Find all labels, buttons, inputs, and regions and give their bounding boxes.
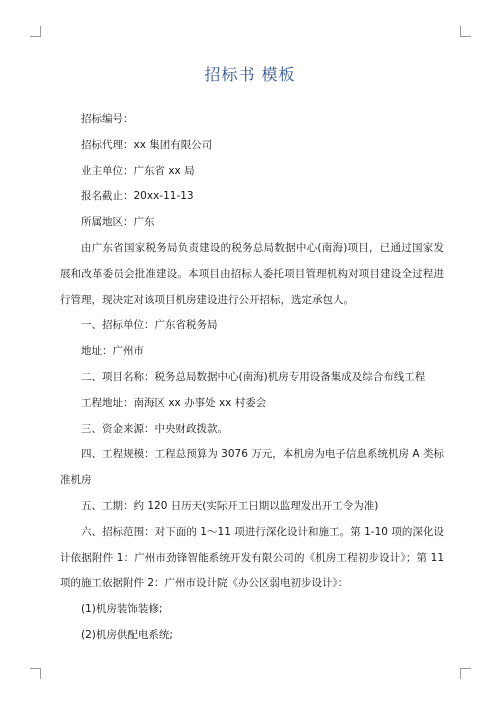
crop-mark-top-right xyxy=(460,26,471,37)
tender-agent: 招标代理：xx 集团有限公司 xyxy=(81,138,213,151)
section-6-tender-scope: 六、招标范围：对下面的 1～11 项进行深化设计和施工。第 1-10 项的深化设计依据附件 1：广州市劲锋智能系统开发有限公司的《机房工程初步设计》；第 11 项的施工依据附件 2：广州市设计院《办公区弱电初步设计》： xyxy=(60,525,444,590)
tender-number: 招标编号： xyxy=(81,113,134,125)
region: 所属地区：广东 xyxy=(81,216,155,229)
section-5-duration: 五、工期：约 120 日历天(实际开工日期以监理发出开工令为准) xyxy=(81,499,379,512)
crop-mark-top-left xyxy=(30,26,41,37)
crop-mark-bottom-right xyxy=(460,668,471,679)
project-intro: 由广东省国家税务局负责建设的税务总局数据中心(南海)项目，已通过国家发展和改革委员会批准建设。本项目由招标人委托项目管理机构对项目建设全过程进行管理，现决定对该项目机房建设进行公开招标，选定承包人。 xyxy=(60,241,444,306)
section-3-funding-source: 三、资金来源：中央财政拨款。 xyxy=(81,422,228,435)
owner-unit: 业主单位：广东省 xx 局 xyxy=(81,164,195,177)
document-body xyxy=(60,107,444,649)
section-1-tendering-unit: 一、招标单位：广东省税务局 xyxy=(81,319,218,332)
crop-mark-bottom-left xyxy=(30,668,41,679)
section-2-project-name: 二、项目名称：税务总局数据中心(南海)机房专用设备集成及综合布线工程 xyxy=(81,370,426,383)
registration-deadline: 报名截止：20xx-11-13 xyxy=(81,190,194,203)
scope-item-1: (1)机房装饰装修; xyxy=(81,603,163,616)
address: 地址：广州市 xyxy=(81,345,144,358)
document-title: 招标书 模板 xyxy=(204,65,296,84)
scope-item-2: (2)机房供配电系统; xyxy=(81,628,173,641)
section-4-project-scale: 四、工程规模：工程总预算为 3076 万元，本机房为电子信息系统机房 A 类标准机房 xyxy=(60,448,444,487)
project-address: 工程地址：南海区 xx 办事处 xx 村委会 xyxy=(81,396,267,409)
